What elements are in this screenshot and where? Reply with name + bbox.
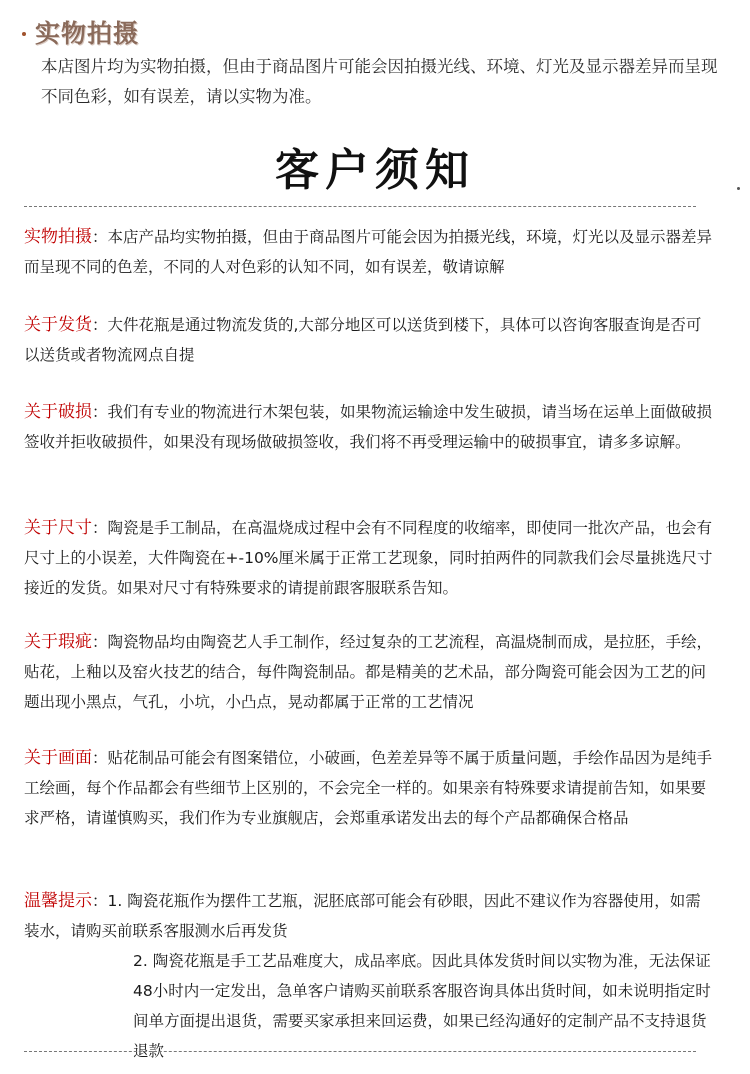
- notice-label: 实物拍摄: [24, 227, 92, 247]
- notice-item-pattern: [24, 743, 714, 833]
- notice-item-flaw: [24, 627, 714, 717]
- notice-item-photo: [24, 222, 714, 282]
- notice-text: ：大件花瓶是通过物流发货的,大部分地区可以送货到楼下，具体可以咨询客服查询是否可以送货或者物流网点自提: [24, 316, 702, 364]
- notice-text: ：贴花制品可能会有图案错位，小破画，色差差异等不属于质量问题，手绘作品因为是纯手工绘画，每个作品都会有些细节上区别的，不会完全一样的。如果亲有特殊要求请提前告知，如果要求严格，请谨慎购买，我们作为专业旗舰店，会郑重承诺发出去的每个产品都确保合格品: [24, 749, 713, 827]
- decorative-dot: [737, 187, 740, 190]
- page-title: 客户须知: [275, 145, 475, 196]
- tip-item-2: 2. 陶瓷花瓶是手工艺品难度大，成品率底。因此具体发货时间以实物为准，无法保证48小时内一定发出，急单客户请购买前联系客服咨询具体出货时间，如未说明指定时间单方面提出退货，需要买家承担来回运费，如果已经沟通好的定制产品不支持退货退款: [133, 952, 711, 1060]
- notice-text: ：陶瓷是手工制品，在高温烧成过程中会有不同程度的收缩率，即使同一批次产品，也会有尺寸上的小误差，大件陶瓷在+-10%厘米属于正常工艺现象，同时拍两件的同款我们会尽量挑选尺寸接近的发货。如果对尺寸有特殊要求的请提前跟客服联系告知。: [24, 519, 713, 597]
- notice-text: ：我们有专业的物流进行木架包装，如果物流运输途中发生破损，请当场在运单上面做破损签收并拒收破损件，如果没有现场做破损签收，我们将不再受理运输中的破损事宜，请多多谅解。: [24, 403, 713, 451]
- section-heading: [22, 14, 139, 50]
- section-title: 实物拍摄: [35, 19, 140, 48]
- notice-label: 关于尺寸: [24, 518, 92, 538]
- notice-text: ：陶瓷物品均由陶瓷艺人手工制作，经过复杂的工艺流程，高温烧制而成，是拉胚，手绘，贴花，上釉以及窑火技艺的结合，每件陶瓷制品。都是精美的艺术品，部分陶瓷可能会因为工艺的问题出现小黑点，气孔，小坑，小凸点，晃动都属于正常的工艺情况: [24, 633, 713, 711]
- notice-item-size: [24, 513, 714, 603]
- notice-item-shipping: [24, 310, 714, 370]
- notice-label: 关于画面: [24, 748, 92, 768]
- notice-label: 关于瑕疵: [24, 632, 92, 652]
- top-divider: [24, 206, 696, 207]
- notice-label: 关于破损: [24, 402, 92, 422]
- notice-text: ：本店产品均实物拍摄，但由于商品图片可能会因为拍摄光线，环境，灯光以及显示器差异而呈现不同的色差，不同的人对色彩的认知不同，如有误差，敬请谅解: [24, 228, 713, 276]
- tip-item-1: ：1. 陶瓷花瓶作为摆件工艺瓶，泥胚底部可能会有砂眼，因此不建议作为容器使用，如需装水，请购买前联系客服测水后再发货: [24, 892, 701, 940]
- notice-label: 温馨提示: [24, 891, 92, 911]
- bottom-divider: [24, 1051, 696, 1052]
- notice-label: 关于发货: [24, 315, 92, 335]
- intro-paragraph: 本店图片均为实物拍摄，但由于商品图片可能会因拍摄光线、环境、灯光及显示器差异而呈现不同色彩，如有误差，请以实物为准。: [41, 57, 718, 106]
- notice-item-damage: [24, 397, 714, 457]
- notice-tips: [24, 886, 714, 1066]
- bullet-dot-icon: [22, 32, 26, 36]
